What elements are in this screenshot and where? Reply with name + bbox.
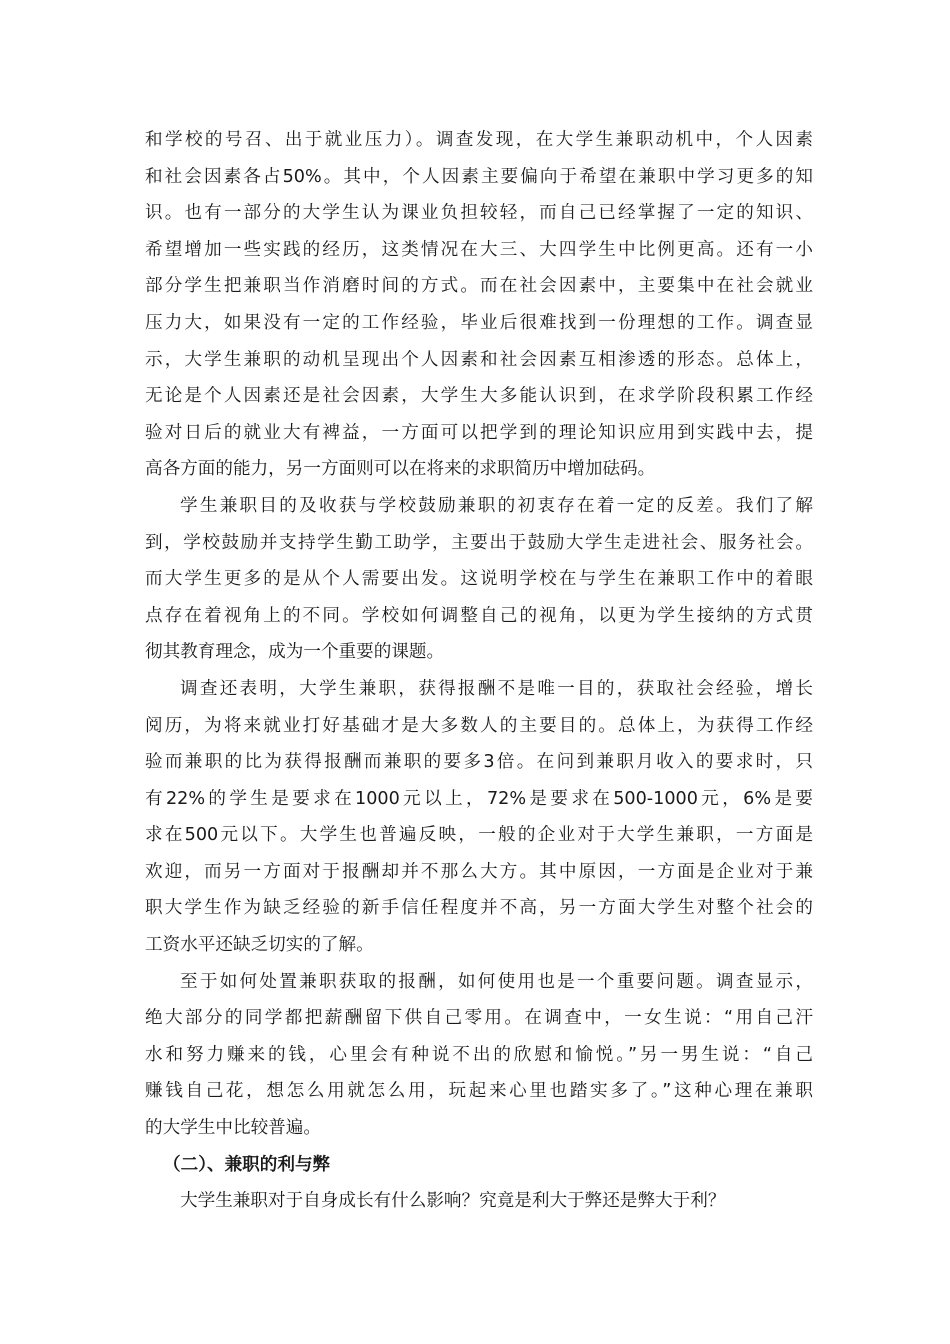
section-heading: （二）、兼职的利与弊 <box>163 1154 331 1175</box>
text-line: 学生兼职目的及收获与学校鼓励兼职的初衷存在着一定的反差。我们了解 <box>180 495 813 516</box>
text-line: 职大学生作为缺乏经验的新手信任程度并不高，另一方面大学生对整个社会的 <box>145 898 813 919</box>
text-line: 工资水平还缺乏切实的了解。 <box>145 935 374 956</box>
paragraph-2 <box>145 488 813 671</box>
text-line: 验而兼职的比为获得报酬而兼职的要多3倍。在问到兼职月收入的要求时，只 <box>145 752 813 773</box>
text-line: 调查还表明，大学生兼职，获得报酬不是唯一目的，获取社会经验，增长 <box>180 678 813 699</box>
document-body <box>145 122 813 1220</box>
paragraph-4 <box>145 964 813 1147</box>
text-line: 欢迎，而另一方面对于报酬却并不那么大方。其中原因，一方面是企业对于兼 <box>145 861 813 882</box>
text-line: 和社会因素各占50%。其中，个人因素主要偏向于希望在兼职中学习更多的知 <box>145 166 813 187</box>
text-line: 部分学生把兼职当作消磨时间的方式。而在社会因素中，主要集中在社会就业 <box>145 276 813 297</box>
text-line: 希望增加一些实践的经历，这类情况在大三、大四学生中比例更高。还有一小 <box>145 239 813 260</box>
text-line: 验对日后的就业大有裨益，一方面可以把学到的理论知识应用到实践中去，提 <box>145 422 813 443</box>
paragraph-5 <box>145 1183 813 1220</box>
text-line: 到，学校鼓励并支持学生勤工助学，主要出于鼓励大学生走进社会、服务社会。 <box>145 532 813 553</box>
text-line: 无论是个人因素还是社会因素，大学生大多能认识到，在求学阶段积累工作经 <box>145 386 813 407</box>
text-line: 绝大部分的同学都把薪酬留下供自己零用。在调查中，一女生说：“用自己汗 <box>145 1008 813 1029</box>
text-line: 压力大，如果没有一定的工作经验，毕业后很难找到一份理想的工作。调查显 <box>145 312 813 333</box>
text-line: 示，大学生兼职的动机呈现出个人因素和社会因素互相渗透的形态。总体上， <box>145 349 813 370</box>
text-line: 而大学生更多的是从个人需要出发。这说明学校在与学生在兼职工作中的着眼 <box>145 569 813 590</box>
text-line: 点存在着视角上的不同。学校如何调整自己的视角，以更为学生接纳的方式贯 <box>145 605 813 626</box>
text-line: 至于如何处置兼职获取的报酬，如何使用也是一个重要问题。调查显示， <box>180 971 813 992</box>
text-line: 水和努力赚来的钱，心里会有种说不出的欣慰和愉悦。”另一男生说：“自己 <box>145 1044 813 1065</box>
text-line: 彻其教育理念，成为一个重要的课题。 <box>145 642 445 663</box>
text-line: 高各方面的能力，另一方面则可以在将来的求职简历中增加砝码。 <box>145 459 656 480</box>
text-line: 阅历，为将来就业打好基础才是大多数人的主要目的。总体上，为获得工作经 <box>145 715 813 736</box>
paragraph-3 <box>145 671 813 964</box>
paragraph-1 <box>145 122 813 488</box>
text-line: 的大学生中比较普遍。 <box>145 1118 321 1139</box>
text-line: 赚钱自己花，想怎么用就怎么用，玩起来心里也踏实多了。”这种心理在兼职 <box>145 1081 813 1102</box>
text-line: 识。也有一部分的大学生认为课业负担较轻，而自己已经掌握了一定的知识、 <box>145 203 813 224</box>
text-line: 求在500元以下。大学生也普遍反映，一般的企业对于大学生兼职，一方面是 <box>145 825 813 846</box>
text-line: 和学校的号召、出于就业压力）。调查发现，在大学生兼职动机中，个人因素 <box>145 130 813 150</box>
text-line: 有22%的学生是要求在1000元以上，72%是要求在500-1000元，6%是要 <box>145 788 813 809</box>
text-line: 大学生兼职对于自身成长有什么影响？究竟是利大于弊还是弊大于利？ <box>180 1191 726 1212</box>
